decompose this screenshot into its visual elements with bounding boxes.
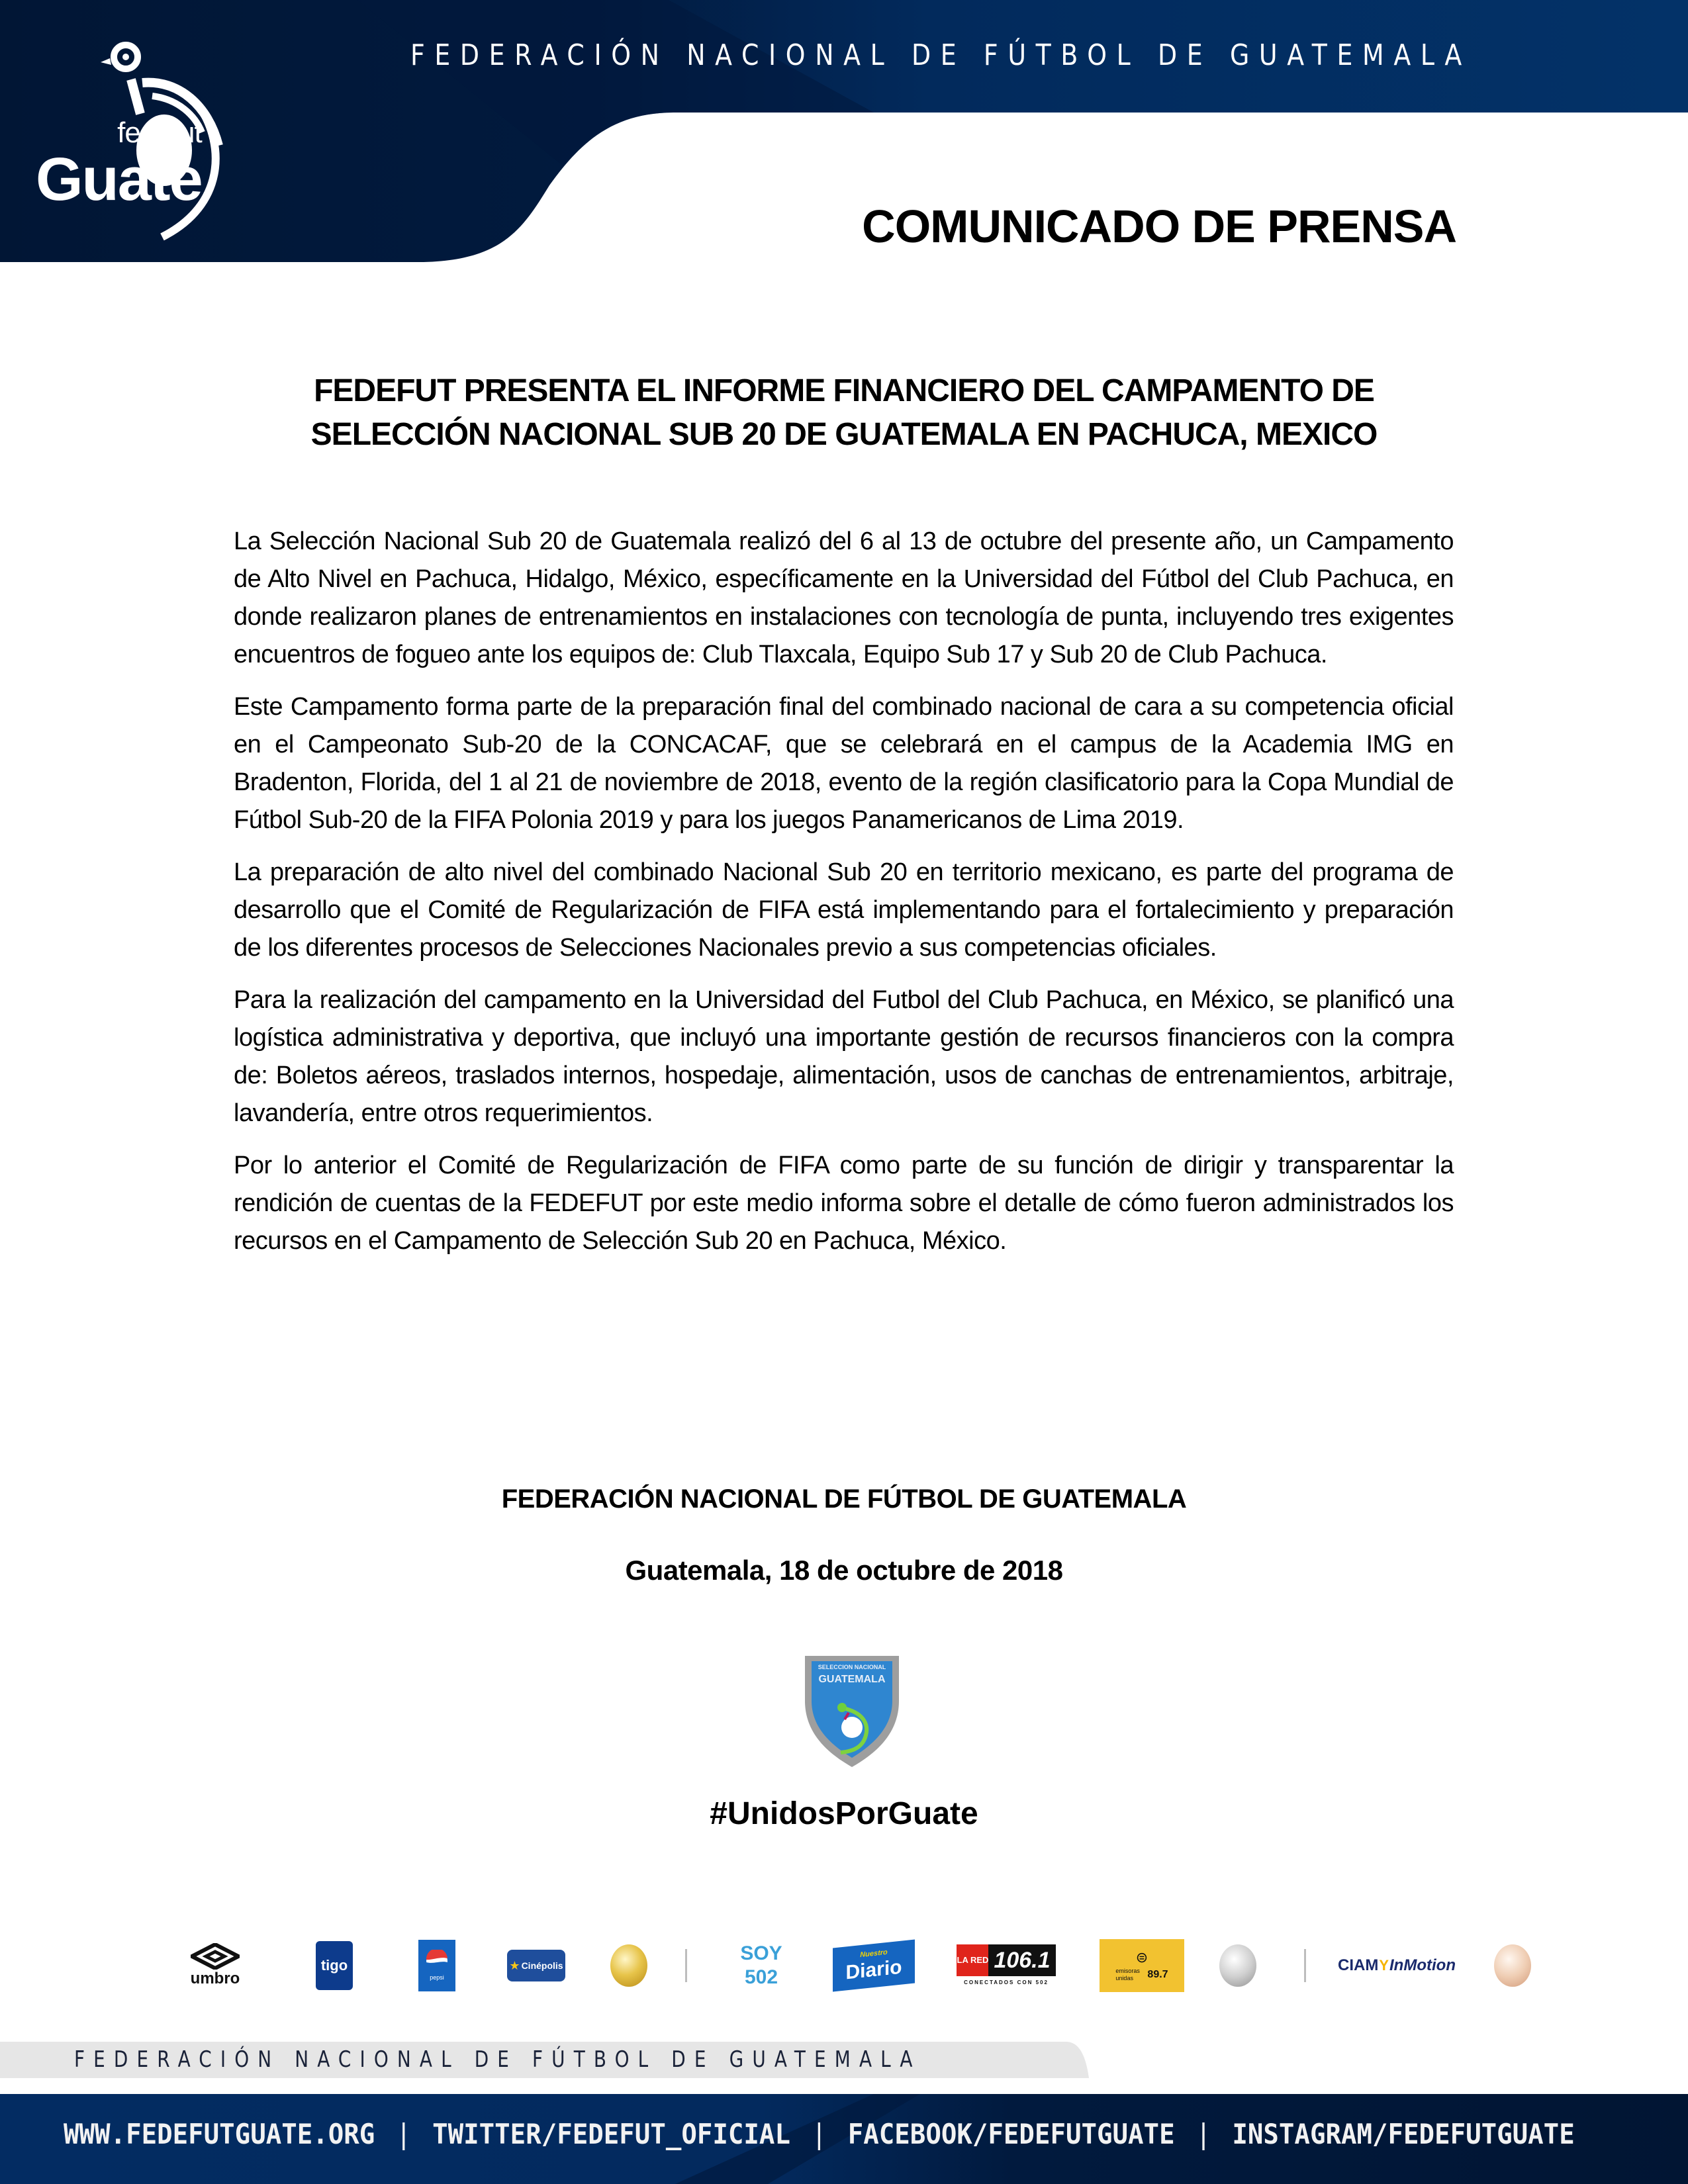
pepsi-globe-icon (426, 1950, 448, 1972)
sponsor-umbro (185, 1929, 245, 2002)
emisoras-unidas-icon: ⊜ (1135, 1949, 1149, 1966)
tier-divider (685, 1949, 687, 1982)
sponsor-tigo (314, 1929, 354, 2002)
twitter-link[interactable]: TWITTER/FEDEFUT_OFICIAL (432, 2118, 790, 2150)
fedefut-guate-logo (26, 33, 318, 251)
inmotion-label: InMotion (1389, 1956, 1456, 1974)
bronze-medal-icon (1494, 1944, 1531, 1987)
umbro-diamond-icon (191, 1943, 240, 1970)
paragraph: Este Campamento forma parte de la preparación final del combinado nacional de cara a su competencia oficial en el Campeonato Sub-20 de la CONCACAF, que se celebrará en el campus de la Academia IMG en Bradenton, Florida, del 1 al 21 de noviembre de 2018, evento de la región clasificatorio para la Copa Mundial de Fútbol Sub-20 de la FIFA Polonia 2019 y para los juegos Panamericanos de Lima 2019. (234, 693, 1454, 834)
paragraph: Por lo anterior el Comité de Regularización de FIFA como parte de su función de dirigir y transparentar la rendición de cuentas de la FEDEFUT por este medio informa sobre el detalle de cómo fueron administrados los recursos en el Campamento de Selección Sub 20 en Pachuca, México. (234, 1152, 1454, 1255)
ciam-label: CIAM (1338, 1956, 1379, 1974)
instagram-link[interactable]: INSTAGRAM/FEDEFUTGUATE (1232, 2118, 1575, 2150)
heading-line-1: FEDEFUT PRESENTA EL INFORME FINANCIERO DEL CAMPAMENTO DE (314, 373, 1374, 408)
sponsor-pepsi (417, 1929, 457, 2002)
hashtag: #UnidosPorGuate (710, 1796, 978, 1831)
sponsor-ciam-inmotion (1331, 1929, 1463, 2002)
sponsor-cinepolis (506, 1929, 566, 2002)
ciam-figure-icon: Y (1379, 1957, 1389, 1974)
tigo-label: tigo (320, 1957, 348, 1974)
emisoras-unidas-frequency: 89.7 (1147, 1969, 1168, 1980)
crest-line-1: SELECCION NACIONAL (818, 1664, 886, 1670)
paragraph: La Selección Nacional Sub 20 de Guatemala realizó del 6 al 13 de octubre del presente año, un Campamento de Alto Nivel en Pachuca, Hidalgo, México, específicamente en la Universidad del Fútbol del Club Pachuca, en donde realizaron planes de entrenamientos en instalaciones con tecnología de punta, incluyendo tres exigentes encuentros de fogueo ante los equipos de: Club Tlaxcala, Equipo Sub 17 y Sub 20 de Club Pachuca. (234, 527, 1454, 668)
document-type-title: COMUNICADO DE PRENSA (862, 201, 1456, 252)
logo-wordmark (36, 116, 202, 213)
emisoras-unidas-label: emisoras unidas (1115, 1968, 1140, 1981)
silver-medal-icon (1219, 1944, 1256, 1987)
national-team-crest (802, 1655, 902, 1768)
footer-org-name: FEDERACIÓN NACIONAL DE FÚTBOL DE GUATEMALA (74, 2046, 921, 2073)
org-banner-title: FEDERACIÓN NACIONAL DE FÚTBOL DE GUATEMALA (410, 38, 1472, 72)
crest-line-2: GUATEMALA (818, 1674, 886, 1685)
sponsor-nuestro-diario (831, 1929, 917, 2002)
press-release-body (234, 523, 1454, 1275)
link-separator: | (1196, 2118, 1211, 2150)
cinepolis-label: Cinépolis (521, 1960, 563, 1971)
link-separator: | (811, 2118, 827, 2150)
soy502-bottom: 502 (744, 1966, 778, 1988)
soy502-top: SOY (740, 1942, 782, 1964)
paragraph: Para la realización del campamento en la Universidad del Futbol del Club Pachuca, en México, se planificó una logística administrativa y deportiva, que incluyó una importante gestión de recursos financieros con la compra de: Boletos aéreos, traslados internos, hospedaje, alimentación, usos de canchas de entrenamientos, arbitraje, lavandería, entre otros requerimientos. (234, 986, 1454, 1127)
umbro-label: umbro (190, 1970, 240, 1987)
signature-date: Guatemala, 18 de octubre de 2018 (625, 1555, 1063, 1586)
logo-text-guate: Guate (36, 146, 202, 213)
press-release-heading (199, 369, 1489, 457)
heading-line-2: SELECCIÓN NACIONAL SUB 20 DE GUATEMALA EN PACHUCA, MEXICO (310, 417, 1378, 452)
tier-divider (1304, 1949, 1306, 1982)
la-red-badge: LA RED (957, 1944, 988, 1976)
paragraph: La preparación de alto nivel del combinado Nacional Sub 20 en territorio mexicano, es parte del programa de desarrollo que el Comité de Regularización de FIFA está implementando para el fortalecimiento y preparación de los diferentes procesos de Selecciones Nacionales previo a sus competencias oficiales. (234, 858, 1454, 962)
sponsor-la-red (943, 1929, 1069, 2002)
bronze-tier-medal (1493, 1929, 1532, 2002)
la-red-tagline: CONECTADOS CON 502 (964, 1979, 1049, 1985)
nuestro-diario-top: Nuestro (860, 1948, 888, 1960)
website-link[interactable]: WWW.FEDEFUTGUATE.ORG (64, 2118, 375, 2150)
facebook-link[interactable]: FACEBOOK/FEDEFUTGUATE (847, 2118, 1175, 2150)
link-separator: | (395, 2118, 412, 2150)
nuestro-diario-label: Diario (845, 1956, 902, 1984)
signature-organization: FEDERACIÓN NACIONAL DE FÚTBOL DE GUATEMALA (501, 1484, 1187, 1514)
crest-shield-icon (802, 1655, 902, 1768)
sponsor-soy502 (735, 1929, 788, 2002)
sponsor-logos (179, 1929, 1542, 2002)
cinepolis-star-icon: ★ (509, 1959, 520, 1972)
logo-text-fedefut: fedefut (117, 116, 202, 149)
footer-social-links (64, 2118, 1575, 2151)
sponsor-emisoras-unidas (1099, 1929, 1185, 2002)
gold-tier-medal (609, 1929, 649, 2002)
la-red-frequency: 106.1 (988, 1944, 1055, 1976)
gold-medal-icon (610, 1944, 647, 1987)
silver-tier-medal (1218, 1929, 1258, 2002)
pepsi-label: pepsi (430, 1974, 444, 1981)
